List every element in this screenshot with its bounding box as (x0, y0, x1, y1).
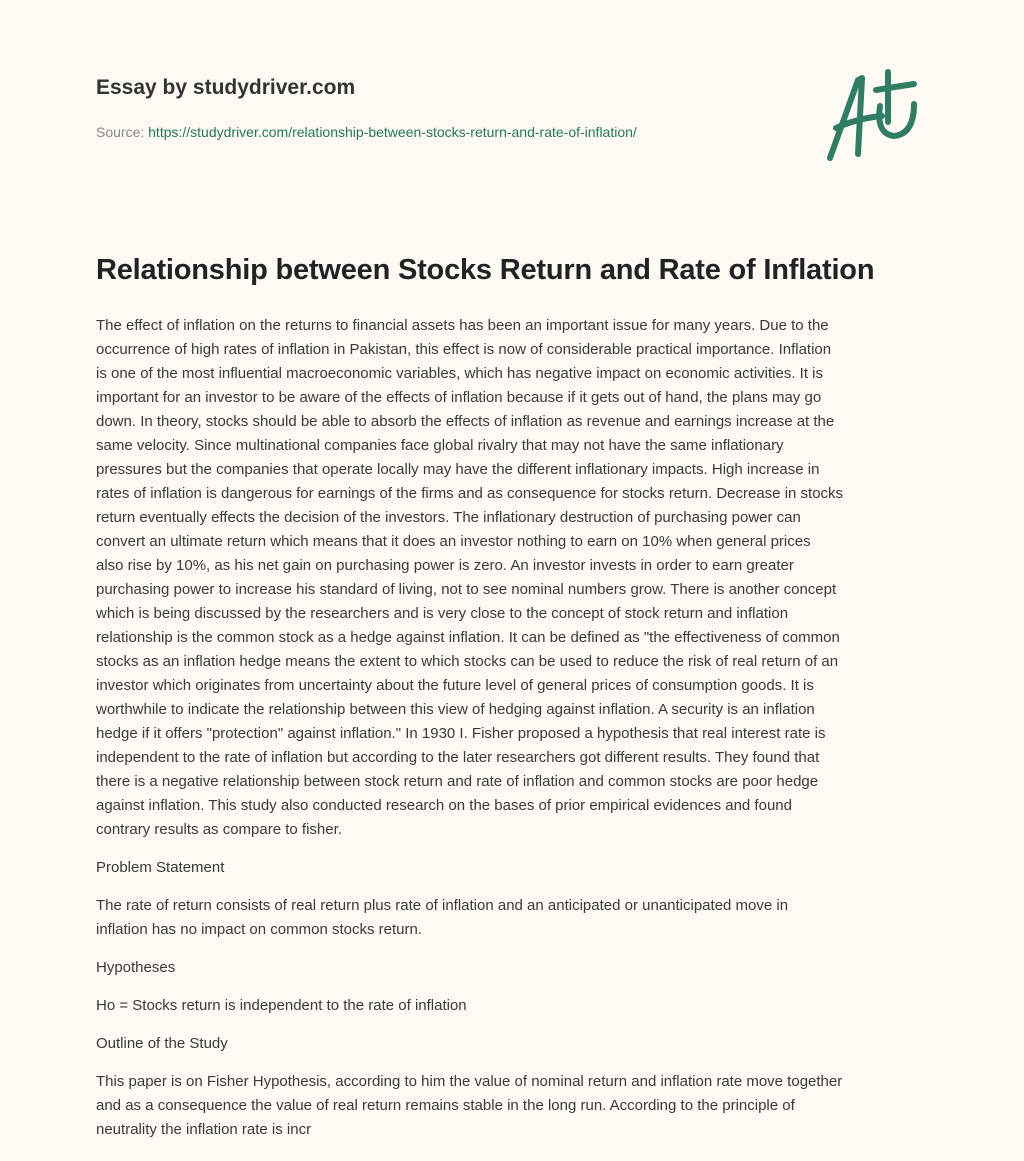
paragraph-line: Problem Statement (96, 859, 225, 876)
paragraph-line: important for an investor to be aware of the effects of inflation because if it gets out of hand, the plans may go (96, 389, 822, 406)
paragraph-line: worthwhile to indicate the relationship between this view of hedging against inflation. A security is an inflation (96, 701, 815, 718)
paragraph-line: return eventually effects the decision of the investors. The inflationary destruction of purchasing power can (96, 509, 801, 526)
paragraph-line: down. In theory, stocks should be able to absorb the effects of inflation as revenue and earnings increase at the (96, 413, 835, 430)
paragraph-line: contrary results as compare to fisher. (96, 821, 342, 838)
essay-paragraph (96, 994, 936, 1018)
a-plus-logo-icon (818, 66, 928, 166)
essay-title: Relationship between Stocks Return and Rate of Inflation (96, 254, 875, 286)
paragraph-line: Outline of the Study (96, 1035, 228, 1052)
paragraph-line: and as a consequence the value of real return remains stable in the long run. According to the principle of (96, 1097, 795, 1114)
paragraph-line: convert an ultimate return which means that it does an investor nothing to earn on 10% when general prices (96, 533, 811, 550)
essay-paragraph (96, 956, 936, 980)
source-link[interactable]: https://studydriver.com/relationship-between-stocks-return-and-rate-of-inflation/ (148, 124, 637, 140)
paragraph-line: relationship is the common stock as a hedge against inflation. It can be defined as "the effectiveness of common (96, 629, 840, 646)
essay-paragraph (96, 1032, 936, 1056)
essay-body (96, 314, 936, 1156)
paragraph-line: is one of the most influential macroeconomic variables, which has negative impact on economic activities. It is (96, 365, 824, 382)
paragraph-line: Ho = Stocks return is independent to the rate of inflation (96, 997, 467, 1014)
paragraph-line: neutrality the inflation rate is incr (96, 1121, 312, 1138)
essay-paragraph (96, 856, 936, 880)
paragraph-line: pressures but the companies that operate locally may have the different inflationary impacts. High increase in (96, 461, 820, 478)
paragraph-line: there is a negative relationship between stock return and rate of inflation and common stocks are poor hedge (96, 773, 819, 790)
source-line (96, 124, 637, 140)
paragraph-line: which is being discussed by the researchers and is very close to the concept of stock return and inflation (96, 605, 789, 622)
paragraph-line: independent to the rate of inflation but according to the later researchers got different results. They found that (96, 749, 820, 766)
essay-paragraph (96, 314, 936, 842)
paragraph-line: investor which originates from uncertainty about the future level of general prices of consumption goods. It is (96, 677, 814, 694)
site-brand: Essay by studydriver.com (96, 76, 356, 99)
essay-paragraph (96, 1070, 936, 1142)
paragraph-line: inflation has no impact on common stocks return. (96, 921, 422, 938)
paragraph-line: The effect of inflation on the returns to financial assets has been an important issue for many years. Due to the (96, 317, 829, 334)
paragraph-line: This paper is on Fisher Hypothesis, according to him the value of nominal return and inflation rate move together (96, 1073, 843, 1090)
source-label: Source: (96, 124, 149, 140)
paragraph-line: rates of inflation is dangerous for earnings of the firms and as consequence for stocks return. Decrease in stocks (96, 485, 844, 502)
paragraph-line: occurrence of high rates of inflation in Pakistan, this effect is now of considerable practical importance. Inflation (96, 341, 832, 358)
paragraph-line: hedge if it offers "protection" against inflation." In 1930 I. Fisher proposed a hypothesis that real interest rate is (96, 725, 826, 742)
paragraph-line: purchasing power to increase his standard of living, not to see nominal numbers grow. There is another concept (96, 581, 837, 598)
essay-paragraph (96, 894, 936, 942)
paragraph-line: The rate of return consists of real return plus rate of inflation and an anticipated or unanticipated move in (96, 897, 789, 914)
paragraph-line: also rise by 10%, as his net gain on purchasing power is zero. An investor invests in order to earn greater (96, 557, 794, 574)
paragraph-line: stocks as an inflation hedge means the extent to which stocks can be used to reduce the risk of real return of an (96, 653, 839, 670)
paragraph-line: against inflation. This study also conducted research on the bases of prior empirical evidences and found (96, 797, 792, 814)
paragraph-line: Hypotheses (96, 959, 176, 976)
paragraph-line: same velocity. Since multinational companies face global rivalry that may not have the same inflationary (96, 437, 784, 454)
